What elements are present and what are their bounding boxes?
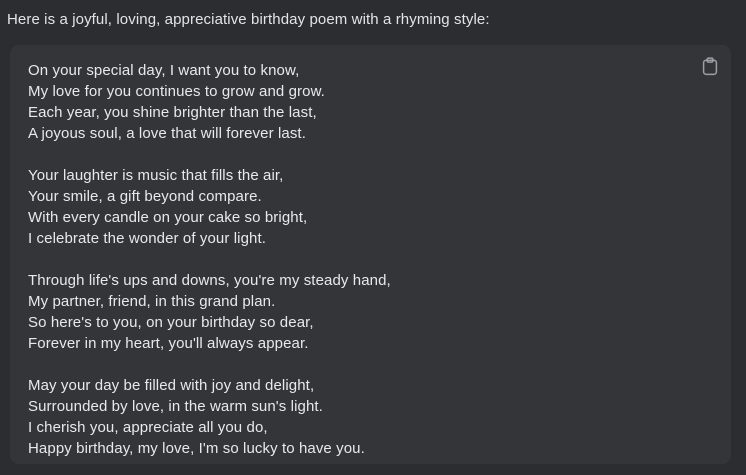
poem-line: My partner, friend, in this grand plan.	[28, 293, 276, 310]
poem-line: I celebrate the wonder of your light.	[28, 230, 267, 247]
poem-stanza	[28, 375, 691, 459]
poem-line: So here's to you, on your birthday so dear,	[28, 314, 314, 331]
poem-line: Forever in my heart, you'll always appear.	[28, 335, 309, 352]
poem-card	[10, 45, 731, 464]
poem-line: Surrounded by love, in the warm sun's light.	[28, 398, 323, 415]
poem-line: My love for you continues to grow and grow.	[28, 83, 325, 100]
poem-line: Happy birthday, my love, I'm so lucky to have you.	[28, 440, 365, 457]
poem-stanza	[28, 60, 691, 144]
poem-stanza	[28, 270, 691, 354]
poem-line: Each year, you shine brighter than the last,	[28, 104, 317, 121]
poem-line: May your day be filled with joy and delight,	[28, 377, 315, 394]
clipboard-icon	[702, 57, 718, 76]
message-intro-text: Here is a joyful, loving, appreciative birthday poem with a rhyming style:	[7, 11, 490, 28]
poem-line: Your smile, a gift beyond compare.	[28, 188, 262, 205]
poem-line: On your special day, I want you to know,	[28, 62, 300, 79]
poem-line: A joyous soul, a love that will forever last.	[28, 125, 306, 142]
poem-stanza	[28, 165, 691, 249]
poem-line: Your laughter is music that fills the air,	[28, 167, 284, 184]
poem-line: I cherish you, appreciate all you do,	[28, 419, 268, 436]
poem-line: With every candle on your cake so bright,	[28, 209, 308, 226]
copy-button[interactable]	[699, 54, 721, 78]
poem-line: Through life's ups and downs, you're my steady hand,	[28, 272, 391, 289]
